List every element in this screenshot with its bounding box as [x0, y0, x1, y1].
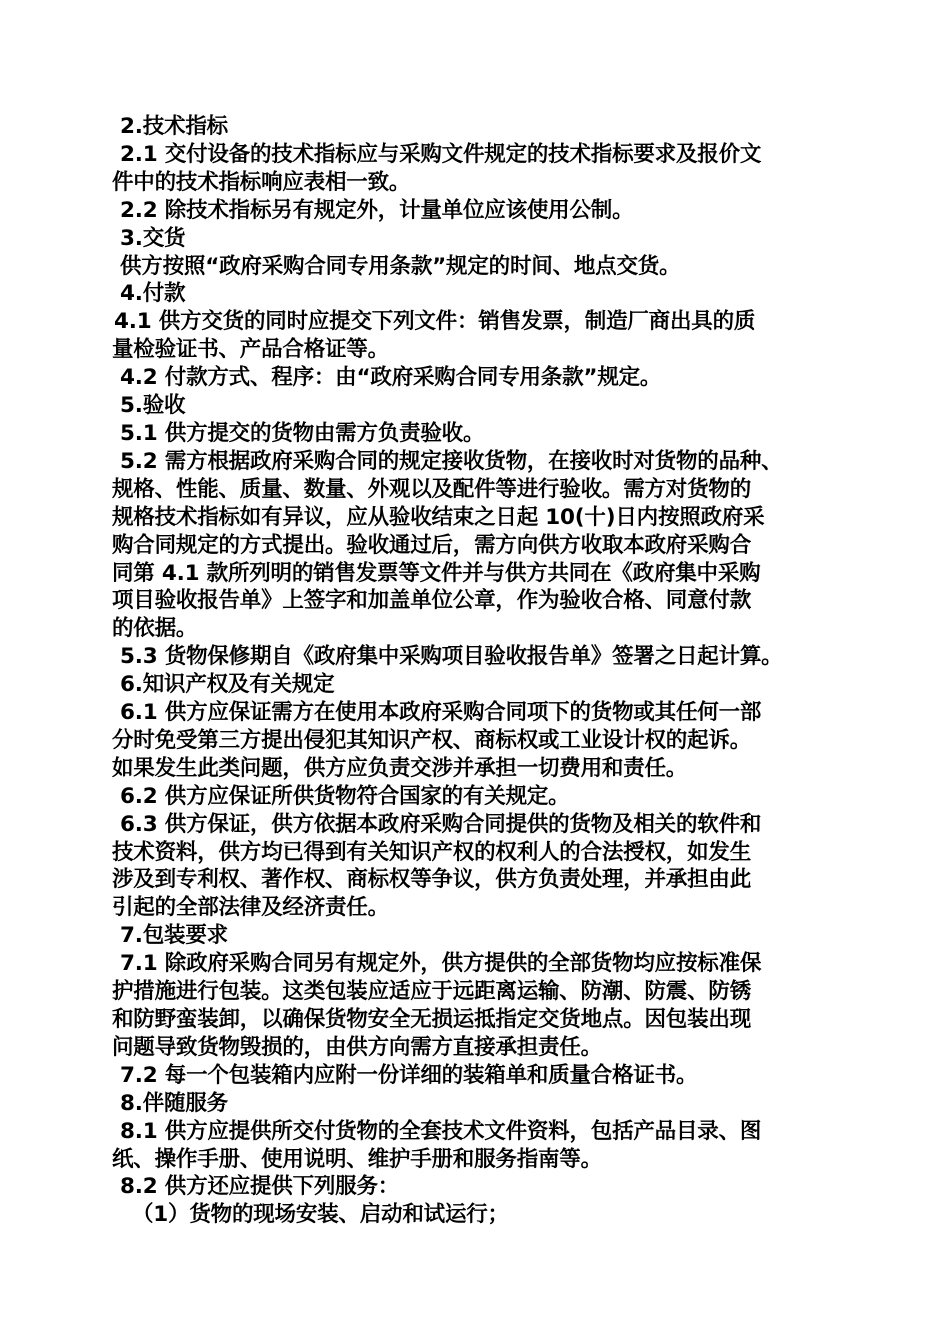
paragraph: [112, 364, 847, 392]
paragraph: [112, 1173, 847, 1201]
document-page: [112, 113, 847, 1229]
paragraph: [112, 699, 847, 783]
paragraph: [112, 280, 847, 308]
paragraph: [112, 1201, 847, 1229]
text-line: 供方按照“政府采购合同专用条款”规定的时间、地点交货。: [120, 253, 681, 279]
text-line: 量检验证书、产品合格证等。: [112, 337, 389, 363]
text-line: 6.知识产权及有关规定: [120, 672, 335, 698]
text-line: 2.1 交付设备的技术指标应与采购文件规定的技术指标要求及报价文: [120, 141, 762, 167]
text-line: 4.1 供方交货的同时应提交下列文件：销售发票，制造厂商出具的质: [114, 309, 756, 335]
text-line: 3.交货: [120, 225, 186, 251]
text-line: 4.2 付款方式、程序：由“政府采购合同专用条款”规定。: [120, 365, 662, 391]
paragraph: [112, 253, 847, 281]
text-line: 件中的技术指标响应表相一致。: [112, 169, 411, 195]
text-line: 8.2 供方还应提供下列服务：: [120, 1174, 400, 1200]
text-line: 5.1 供方提交的货物由需方负责验收。: [120, 420, 485, 446]
text-line: 规格、性能、质量、数量、外观以及配件等进行验收。需方对货物的: [112, 476, 752, 502]
text-line: 5.验收: [120, 393, 186, 419]
text-line: 6.1 供方应保证需方在使用本政府采购合同项下的货物或其任何一部: [120, 700, 762, 726]
text-line: 5.2 需方根据政府采购合同的规定接收货物，在接收时对货物的品种、: [120, 448, 783, 474]
text-line: （1）货物的现场安装、启动和试运行；: [132, 1202, 509, 1228]
text-line: 5.3 货物保修期自《政府集中采购项目验收报告单》签署之日起计算。: [120, 644, 783, 670]
paragraph: [112, 308, 847, 364]
text-line: 如果发生此类问题，供方应负责交涉并承担一切费用和责任。: [112, 755, 688, 781]
paragraph: [112, 922, 847, 950]
text-line: 护措施进行包装。这类包装应适应于远距离运输、防潮、防震、防锈: [112, 979, 752, 1005]
paragraph: [112, 448, 847, 643]
text-line: 2.技术指标: [120, 114, 228, 139]
paragraph: [112, 225, 847, 253]
text-line: 4.付款: [120, 281, 186, 307]
text-line: 7.1 除政府采购合同另有规定外，供方提供的全部货物均应按标准保: [120, 951, 762, 977]
text-line: 纸、操作手册、使用说明、维护手册和服务指南等。: [112, 1146, 602, 1172]
text-line: 6.3 供方保证，供方依据本政府采购合同提供的货物及相关的软件和: [120, 811, 762, 837]
text-line: 7.2 每一个包装箱内应附一份详细的装箱单和质量合格证书。: [120, 1062, 698, 1088]
paragraph: [112, 420, 847, 448]
paragraph: [112, 950, 847, 1062]
text-line: 涉及到专利权、著作权、商标权等争议，供方负责处理，并承担由此: [112, 867, 752, 893]
text-line: 6.2 供方应保证所供货物符合国家的有关规定。: [120, 783, 570, 809]
paragraph: [112, 811, 847, 923]
text-line: 同第 4.1 款所列明的销售发票等文件并与供方共同在《政府集中采购: [112, 560, 761, 586]
paragraph: [112, 783, 847, 811]
text-line: 的依据。: [112, 616, 198, 642]
paragraph: [112, 197, 847, 225]
text-line: 8.伴随服务: [120, 1090, 228, 1116]
text-line: 项目验收报告单》上签字和加盖单位公章，作为验收合格、同意付款: [112, 588, 752, 614]
paragraph: [112, 1090, 847, 1118]
text-line: 7.包装要求: [120, 923, 228, 949]
paragraph: [112, 1062, 847, 1090]
text-line: 问题导致货物毁损的，由供方向需方直接承担责任。: [112, 1034, 602, 1060]
paragraph: [112, 141, 847, 197]
text-line: 引起的全部法律及经济责任。: [112, 895, 389, 921]
text-line: 购合同规定的方式提出。验收通过后，需方向供方收取本政府采购合: [112, 532, 752, 558]
text-line: 8.1 供方应提供所交付货物的全套技术文件资料，包括产品目录、图: [120, 1118, 762, 1144]
paragraph: [112, 643, 847, 671]
text-line: 技术资料，供方均已得到有关知识产权的权利人的合法授权，如发生: [112, 839, 752, 865]
text-line: 分时免受第三方提出侵犯其知识产权、商标权或工业设计权的起诉。: [112, 727, 752, 753]
text-line: 2.2 除技术指标另有规定外，计量单位应该使用公制。: [120, 197, 634, 223]
text-line: 规格技术指标如有异议，应从验收结束之日起 10(十)日内按照政府采: [112, 504, 765, 530]
paragraph: [112, 671, 847, 699]
text-line: 和防野蛮装卸，以确保货物安全无损运抵指定交货地点。因包装出现: [112, 1007, 752, 1032]
paragraph: [112, 1118, 847, 1174]
paragraph: [112, 113, 847, 141]
paragraph: [112, 392, 847, 420]
